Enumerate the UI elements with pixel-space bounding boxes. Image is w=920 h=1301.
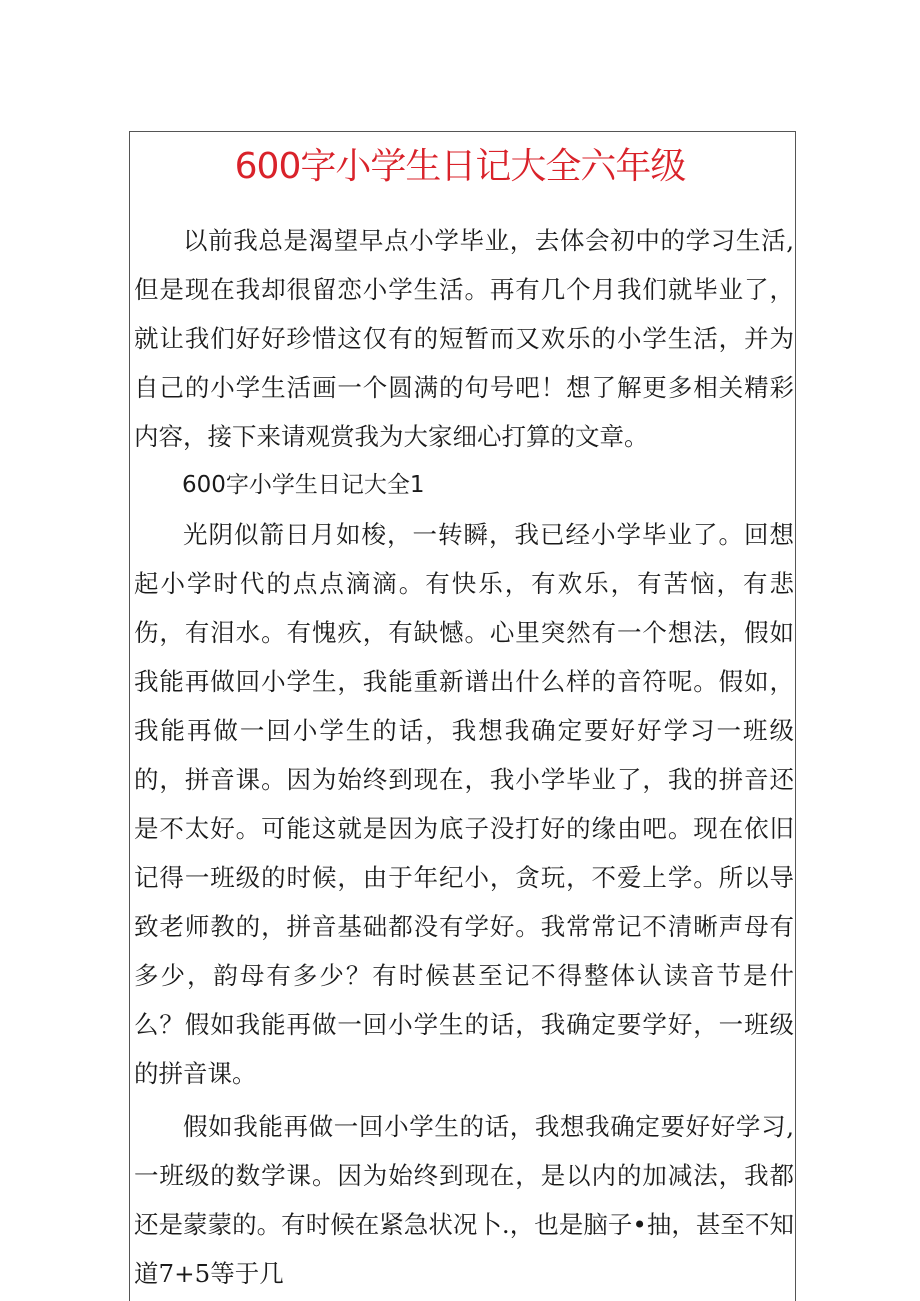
body-paragraph-2: 假如我能再做一回小学生的话，我想我确定要好好学习,一班级的数学课。因为始终到现在，是以内的加减法，我都还是蒙蒙的。有时候在紧急状况卜.，也是脑子•抽，甚至不知道7+5等于几 [134,1112,794,1288]
intro-paragraph: 以前我总是渴望早点小学毕业，去体会初中的学习生活,但是现在我却很留恋小学生活。再有几个月我们就毕业了，就让我们好好珍惜这仅有的短暂而又欢乐的小学生活，并为自己的小学生活画一个圆满的句号吧！想了解更多相关精彩内容，接下来请观赏我为大家细心打算的文章。 [134,226,794,451]
body-paragraph-1: 光阴似箭日月如梭，一转瞬，我已经小学毕业了。回想起小学时代的点点滴滴。有快乐，有欢乐，有苦恼，有悲伤，有泪水。有愧疚，有缺憾。心里突然有一个想法，假如我能再做回小学生，我能重新谱出什么样的音符呢。假如，我能再做一回小学生的话，我想我确定要好好学习一班级的，拼音课。因为始终到现在，我小学毕业了，我的拼音还是不太好。可能这就是因为底子没打好的缘由吧。现在依旧记得一班级的时候，由于年纪小，贪玩，不爱上学。所以导致老师教的，拼音基础都没有学好。我常常记不清晰声母有多少，韵母有多少？有时候甚至记不得整体认读音节是什么？假如我能再做一回小学生的话，我确定要学好，一班级的拼音课。 [134,520,794,1088]
document-body [134,216,794,1298]
document-title: 600字小学生日记大全六年级 [234,146,686,187]
section-heading: 600字小学生日记大全1 [182,472,425,498]
